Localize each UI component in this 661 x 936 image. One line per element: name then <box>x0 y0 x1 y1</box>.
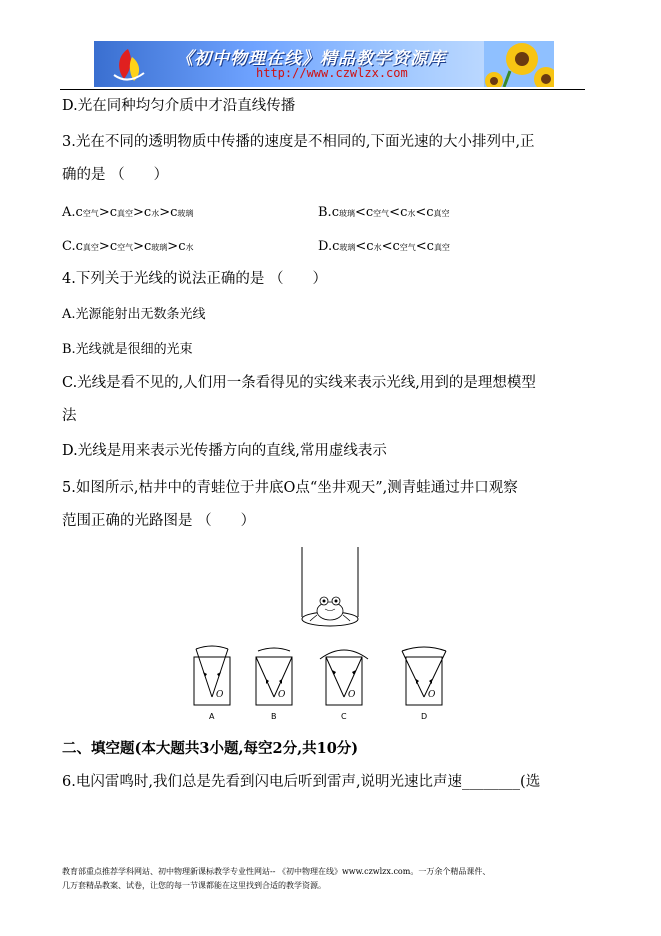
q5-stem-line2: 范围正确的光路图是 （ ） <box>62 513 256 529</box>
header-banner <box>94 41 554 87</box>
point-o-label-a: O <box>216 690 224 700</box>
banner-url[interactable]: http://www.czwlzx.com <box>256 66 408 80</box>
q2-option-d: D.光在同种均匀介质中才沿直线传播 <box>62 98 296 114</box>
q3-stem-line1: 3.光在不同的透明物质中传播的速度是不相同的,下面光速的大小排列中,正 <box>62 134 535 150</box>
well-illustration <box>302 547 358 626</box>
sunflower-icon <box>484 41 554 87</box>
q3-option-d: D.c玻璃<c水<c空气<c真空 <box>318 239 450 254</box>
q5-stem-line1: 5.如图所示,枯井中的青蛙位于井底O点“坐井观天”,测青蛙通过井口观察 <box>62 480 518 496</box>
diagram-option-b <box>256 648 292 705</box>
figure-label-d: D <box>421 712 428 721</box>
footer-line2: 几万套精品教案、试卷，让您的每一节课都能在这里找到合适的教学资源。 <box>62 881 326 890</box>
frog-icon <box>310 597 350 621</box>
header-rule <box>60 89 585 90</box>
point-o-label-c: O <box>348 690 356 700</box>
q4-option-a: A.光源能射出无数条光线 <box>62 307 206 322</box>
figure-label-a: A <box>209 712 215 721</box>
q4-stem: 4.下列关于光线的说法正确的是 （ ） <box>62 271 327 287</box>
figure-label-b: B <box>271 712 277 721</box>
point-o-label-d: O <box>428 690 436 700</box>
diagram-option-a <box>194 646 230 705</box>
q4-option-c-line1: C.光线是看不见的,人们用一条看得见的实线来表示光线,用到的是理想模型 <box>62 375 536 391</box>
q6-stem: 6.电闪雷鸣时,我们总是先看到闪电后听到雷声,说明光速比声速________(选 <box>62 774 541 790</box>
banner-title: 《初中物理在线》精品教学资源库 <box>176 49 446 69</box>
q3-option-a: A.c空气>c真空>c水>c玻璃 <box>62 205 194 220</box>
q4-option-c-line2: 法 <box>62 408 77 424</box>
q4-option-b: B.光线就是很细的光束 <box>62 342 193 357</box>
q4-option-d: D.光线是用来表示光传播方向的直线,常用虚线表示 <box>62 443 387 459</box>
section-heading: 二、填空题(本大题共3小题,每空2分,共10分) <box>62 740 359 757</box>
q3-option-c: C.c真空>c空气>c玻璃>c水 <box>62 239 194 254</box>
q3-option-b: B.c玻璃<c空气<c水<c真空 <box>318 205 450 220</box>
figure-label-c: C <box>341 712 347 721</box>
well-frog-figure <box>186 545 466 725</box>
footer-line1: 教育部重点推荐学科网站、初中物理新课标教学专业性网站-- 《初中物理在线》www.czwlzx.com。一万余个精品课件、 <box>62 867 491 876</box>
logo-icon <box>108 45 148 83</box>
diagram-option-c <box>320 650 368 705</box>
point-o-label-b: O <box>278 690 286 700</box>
q3-stem-line2: 确的是 （ ） <box>62 167 169 183</box>
diagram-option-d <box>402 647 446 705</box>
